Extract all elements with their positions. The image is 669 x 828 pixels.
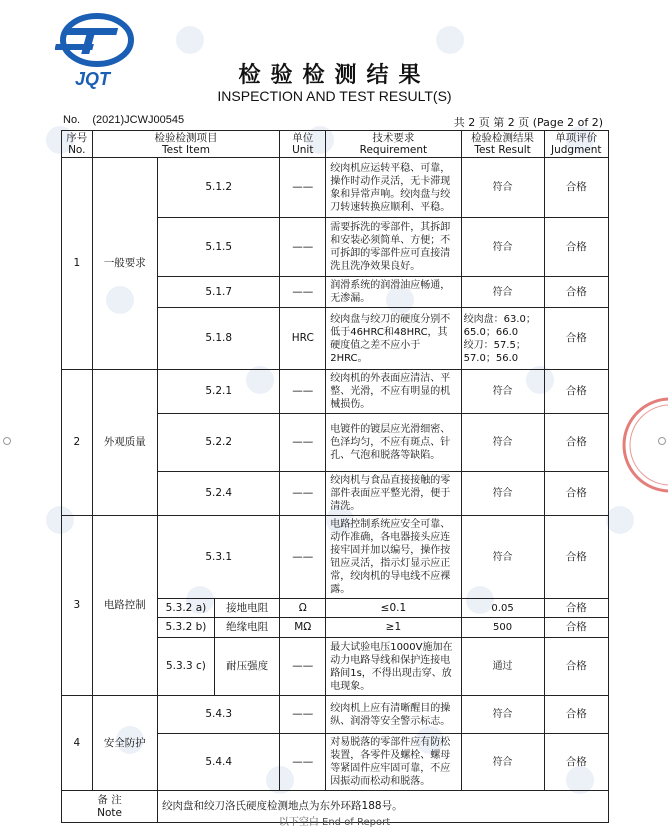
- group-no: 2: [62, 370, 93, 516]
- report-no-label: No.: [63, 114, 81, 126]
- result: 符合: [461, 277, 544, 308]
- title-cn: 检验检测结果: [238, 63, 431, 88]
- sub-item: 耐压强度: [214, 638, 280, 696]
- group-no: 4: [62, 696, 93, 791]
- item-code: 5.2.1: [158, 370, 280, 414]
- header-unit: 单位 Unit: [280, 131, 326, 158]
- result: 符合: [461, 516, 544, 599]
- unit: ——: [280, 414, 326, 472]
- result: 符合: [461, 370, 544, 414]
- judgment: 合格: [544, 638, 608, 696]
- group-name: 一般要求: [92, 158, 158, 370]
- requirement: 电路控制系统应安全可靠、动作准确，各电器接头应连接牢固并加以编号，操作按钮应灵活，指示灯显示应正常，绞肉机的导电线不应裸露。: [326, 516, 461, 599]
- header-item: 检验检测项目 Test Item: [92, 131, 280, 158]
- item-code: 5.2.4: [158, 472, 280, 516]
- requirement: 润滑系统的润滑油应畅通，无渗漏。: [326, 277, 461, 308]
- result: 0.05: [461, 599, 544, 618]
- right-binding-mark: [658, 437, 666, 445]
- requirement: 需要拆洗的零部件，其拆卸和安装必须简单、方便；不可拆卸的零部件应可直接清洗且洗净效果良好。: [326, 218, 461, 277]
- header-result: 检验检测结果 Test Result: [461, 131, 544, 158]
- note-text: 绞肉盘和绞刀洛氏硬度检测地点为东外环路188号。: [158, 791, 609, 823]
- unit: ——: [280, 277, 326, 308]
- result: 绞肉盘：63.0； 65.0；66.0 绞刀：57.5； 57.0；56.0: [461, 308, 544, 370]
- judgment: 合格: [544, 696, 608, 734]
- requirement: 最大试验电压1000V施加在动力电路导线和保护连接电路间1s，不得出现击穿、放电现象。: [326, 638, 461, 696]
- item-code: 5.1.2: [158, 158, 280, 218]
- header-row: [62, 131, 609, 158]
- group-no: 3: [62, 516, 93, 696]
- item-code: 5.3.1: [158, 516, 280, 599]
- requirement: 绞肉机上应有清晰醒目的操纵、润滑等安全警示标志。: [326, 696, 461, 734]
- group-name: 安全防护: [92, 696, 158, 791]
- judgment: 合格: [544, 734, 608, 791]
- item-code: 5.3.2 b): [158, 618, 215, 638]
- header-seq: 序号 No.: [62, 131, 93, 158]
- judgment: 合格: [544, 370, 608, 414]
- result: 通过: [461, 638, 544, 696]
- requirement: ≤0.1: [326, 599, 461, 618]
- unit: ——: [280, 734, 326, 791]
- judgment: 合格: [544, 618, 608, 638]
- judgment: 合格: [544, 218, 608, 277]
- judgment: 合格: [544, 516, 608, 599]
- sub-item: 接地电阻: [214, 599, 280, 618]
- unit: ——: [280, 638, 326, 696]
- logo-text: JQT: [75, 69, 111, 89]
- group-name: 电路控制: [92, 516, 158, 696]
- group-name: 外观质量: [92, 370, 158, 516]
- unit: MΩ: [280, 618, 326, 638]
- item-code: 5.3.3 c): [158, 638, 215, 696]
- item-code: 5.1.5: [158, 218, 280, 277]
- report-number: [63, 114, 184, 126]
- unit: ——: [280, 516, 326, 599]
- item-code: 5.4.3: [158, 696, 280, 734]
- group-no: 1: [62, 158, 93, 370]
- title-en: INSPECTION AND TEST RESULT(S): [217, 88, 452, 104]
- result: 500: [461, 618, 544, 638]
- result: 符合: [461, 218, 544, 277]
- requirement: 绞肉机与食品直接接触的零部件表面应平整光滑，便于清洗。: [326, 472, 461, 516]
- judgment: 合格: [544, 599, 608, 618]
- requirement: 绞肉机应运转平稳、可靠，操作时动作灵活，无卡滞现象和异常声响。绞肉盘与绞刀转速转换应顺利、平稳。: [326, 158, 461, 218]
- end-of-report: 以下空白 End of Report: [278, 817, 391, 828]
- item-code: 5.4.4: [158, 734, 280, 791]
- unit: ——: [280, 218, 326, 277]
- item-code: 5.2.2: [158, 414, 280, 472]
- unit: HRC: [280, 308, 326, 370]
- unit: ——: [280, 472, 326, 516]
- table-row: [62, 370, 609, 414]
- table-row: [62, 516, 609, 599]
- judgment: 合格: [544, 472, 608, 516]
- table-row: [62, 158, 609, 218]
- requirement: 电镀件的镀层应光滑细密、色泽均匀，不应有斑点、针孔、气泡和脱落等缺陷。: [326, 414, 461, 472]
- result: 符合: [461, 734, 544, 791]
- requirement: 绞肉机的外表面应清洁、平整、光滑，不应有明显的机械损伤。: [326, 370, 461, 414]
- header-req: 技术要求 Requirement: [326, 131, 461, 158]
- judgment: 合格: [544, 277, 608, 308]
- header-judgment: 单项评价 Judgment: [544, 131, 608, 158]
- item-code: 5.3.2 a): [158, 599, 215, 618]
- result: 符合: [461, 414, 544, 472]
- results-table: [61, 130, 609, 823]
- result: 符合: [461, 158, 544, 218]
- requirement: 对易脱落的零部件应有防松装置，各零件及螺栓、螺母等紧固件应牢固可靠，不应因振动而松动和脱落。: [326, 734, 461, 791]
- requirement: 绞肉盘与绞刀的硬度分别不低于46HRC和48HRC，其硬度值之差不应小于2HRC。: [326, 308, 461, 370]
- left-binding-mark: [3, 437, 11, 445]
- unit: ——: [280, 158, 326, 218]
- judgment: 合格: [544, 158, 608, 218]
- inspection-seal: [608, 395, 668, 495]
- page-info: 共 2 页 第 2 页 (Page 2 of 2): [453, 116, 603, 129]
- unit: Ω: [280, 599, 326, 618]
- requirement: ≥1: [326, 618, 461, 638]
- sub-item: 绝缘电阻: [214, 618, 280, 638]
- table-row: [62, 696, 609, 734]
- report-no-value: (2021)JCWJ00545: [92, 114, 185, 126]
- result: 符合: [461, 472, 544, 516]
- unit: ——: [280, 370, 326, 414]
- unit: ——: [280, 696, 326, 734]
- result: 符合: [461, 696, 544, 734]
- item-code: 5.1.8: [158, 308, 280, 370]
- item-code: 5.1.7: [158, 277, 280, 308]
- judgment: 合格: [544, 308, 608, 370]
- judgment: 合格: [544, 414, 608, 472]
- note-label: 备 注 Note: [62, 791, 158, 823]
